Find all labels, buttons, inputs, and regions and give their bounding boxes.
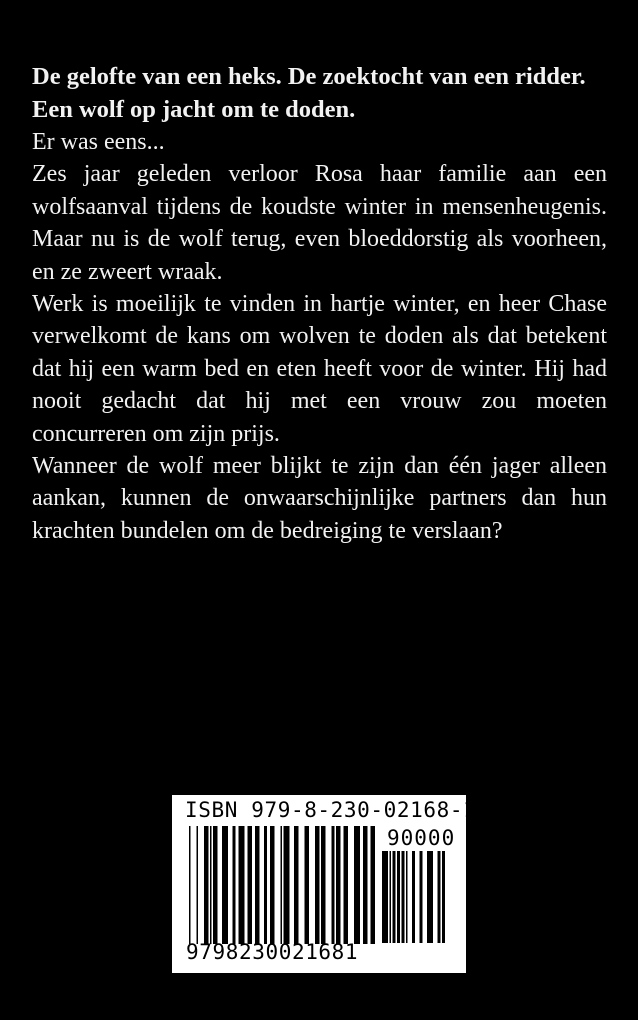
barcode-bar <box>390 851 392 943</box>
blurb-paragraph-2: Zes jaar geleden verloor Rosa haar familie aan een wolfsaanval tijdens de koudste winter in mensenheugenis. Maar nu is de wolf terug, even bloeddorstig als voorheen, en ze zweert wraak. <box>32 161 607 285</box>
barcode-bar <box>264 826 267 944</box>
barcode-bar <box>281 826 283 944</box>
barcode-bar <box>438 851 441 943</box>
price-code: 90000 <box>387 826 456 850</box>
barcode-bar <box>321 826 326 944</box>
barcode-bar <box>397 851 400 943</box>
barcode-bar <box>382 851 388 943</box>
barcode-bar <box>393 851 396 943</box>
addon-barcode-bars <box>382 851 448 943</box>
barcode-bar <box>284 826 290 944</box>
isbn-label: ISBN 979-8-230-02168-1 <box>185 798 477 822</box>
barcode-bar <box>344 826 349 944</box>
blurb-paragraph-1: Er was eens... <box>32 129 165 155</box>
barcode-bar <box>420 851 423 943</box>
barcode-bar <box>402 851 405 943</box>
barcode-bar <box>336 826 341 944</box>
barcode-bar <box>248 826 253 944</box>
ean-digits: 9798230021681 <box>186 940 359 964</box>
barcode-bar <box>189 826 191 944</box>
barcode-bar <box>363 826 368 944</box>
barcode-bar <box>204 826 209 944</box>
barcode-bar <box>239 826 245 944</box>
blurb-paragraph-3: Werk is moeilijk te vinden in hartje winter, en heer Chase verwelkomt de kans om wolven te doden als dat betekent dat hij een warm bed en eten heeft voor de winter. Hij had nooit gedacht dat hij met een vrouw zou moeten concurreren om zijn prijs. <box>32 291 607 447</box>
barcode-bar <box>406 851 408 943</box>
tagline: De gelofte van een heks. De zoektocht van een ridder. Een wolf op jacht om te doden. <box>32 63 586 123</box>
barcode-bar <box>442 851 445 943</box>
barcode-bar <box>315 826 320 944</box>
barcode-bar <box>270 826 275 944</box>
barcode-bar <box>354 826 360 944</box>
barcode-bar <box>233 826 236 944</box>
blurb-paragraph-4: Wanneer de wolf meer blijkt te zijn dan één jager alleen aankan, kunnen de onwaarschijnlijke partners dan hun krachten bundelen om de bedreiging te verslaan? <box>32 453 607 544</box>
barcode-bar <box>197 826 199 944</box>
barcode-bar <box>332 826 335 944</box>
barcode-bar <box>213 826 218 944</box>
barcode-bar <box>427 851 433 943</box>
barcode-bar <box>294 826 299 944</box>
barcode-bar <box>255 826 260 944</box>
barcode-bar <box>210 826 212 944</box>
barcode-bar <box>412 851 415 943</box>
back-cover-blurb <box>32 60 607 547</box>
barcode-bar <box>305 826 310 944</box>
ean-barcode-bars <box>189 826 375 944</box>
barcode-bar <box>371 826 376 944</box>
barcode-bar <box>222 826 228 944</box>
isbn-barcode <box>172 795 477 973</box>
